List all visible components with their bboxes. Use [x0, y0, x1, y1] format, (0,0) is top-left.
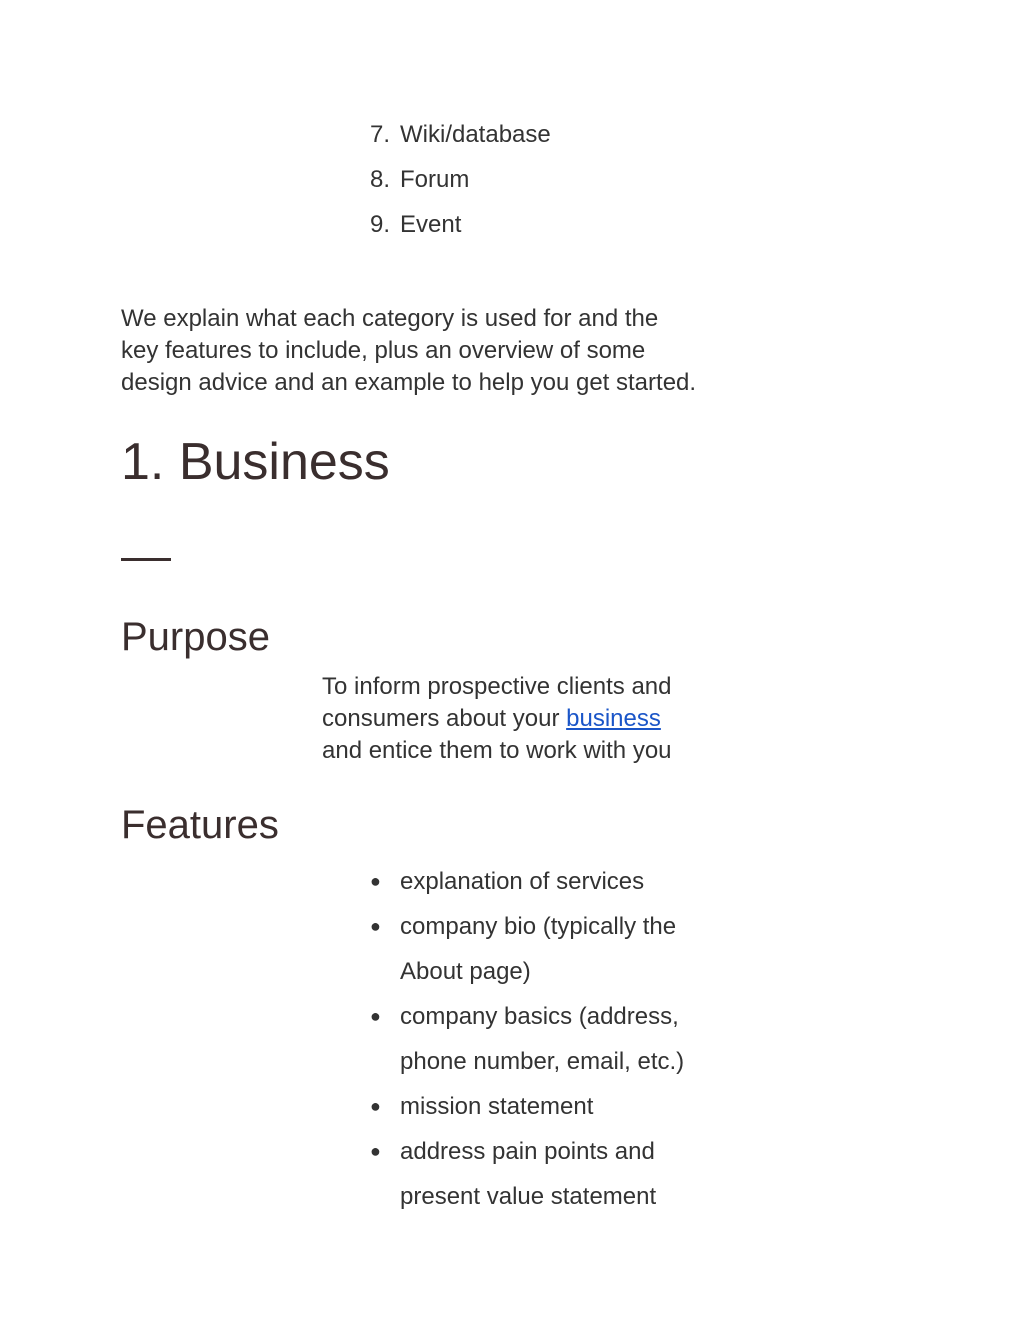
- list-item: [370, 904, 730, 994]
- list-item-text: Wiki/database: [400, 121, 551, 148]
- list-item-text: [400, 1129, 710, 1219]
- list-item: [370, 859, 730, 904]
- list-item-line: phone number, email, etc.): [400, 1048, 685, 1075]
- section-heading: 1. Business: [121, 433, 390, 491]
- list-item-text: Event: [400, 211, 462, 238]
- bullet-icon: ●: [370, 916, 381, 936]
- purpose-line: [322, 703, 702, 735]
- list-marker: 8.: [370, 166, 391, 193]
- list-item-line: present value statement: [400, 1183, 657, 1210]
- purpose-line-text: consumers about your: [322, 705, 567, 732]
- purpose-paragraph: [322, 671, 702, 767]
- list-item: [370, 1084, 730, 1129]
- list-item-text: [400, 1084, 710, 1129]
- features-heading: Features: [121, 803, 279, 847]
- features-list: [370, 859, 730, 1219]
- list-item-line: explanation of services: [400, 868, 645, 895]
- list-item-text: [400, 859, 710, 904]
- list-marker: 7.: [370, 121, 391, 148]
- bullet-icon: ●: [370, 1096, 381, 1116]
- bullet-icon: ●: [370, 1141, 381, 1161]
- business-link[interactable]: business: [566, 705, 661, 732]
- purpose-heading: Purpose: [121, 615, 270, 659]
- list-item-text: Forum: [400, 166, 470, 193]
- bullet-icon: ●: [370, 871, 381, 891]
- bullet-icon: ●: [370, 1006, 381, 1026]
- purpose-line: and entice them to work with you: [322, 737, 672, 764]
- list-item: [370, 163, 770, 208]
- list-item: [370, 1129, 730, 1219]
- list-item-line: About page): [400, 958, 531, 985]
- list-item-line: company basics (address,: [400, 1003, 679, 1030]
- list-item: [370, 208, 770, 253]
- heading-divider: [121, 558, 171, 561]
- intro-paragraph: [121, 303, 721, 399]
- list-item-line: company bio (typically the: [400, 913, 677, 940]
- list-item-text: [400, 904, 710, 994]
- intro-line: key features to include, plus an overview of some: [121, 337, 646, 364]
- list-item: [370, 118, 770, 163]
- list-item-line: address pain points and: [400, 1138, 655, 1165]
- list-item-line: mission statement: [400, 1093, 594, 1120]
- intro-line: We explain what each category is used for and the: [121, 305, 659, 332]
- intro-line: design advice and an example to help you get started.: [121, 369, 697, 396]
- list-marker: 9.: [370, 211, 391, 238]
- numbered-list: [370, 118, 770, 253]
- purpose-line: To inform prospective clients and: [322, 673, 672, 700]
- list-item-text: [400, 994, 710, 1084]
- list-item: [370, 994, 730, 1084]
